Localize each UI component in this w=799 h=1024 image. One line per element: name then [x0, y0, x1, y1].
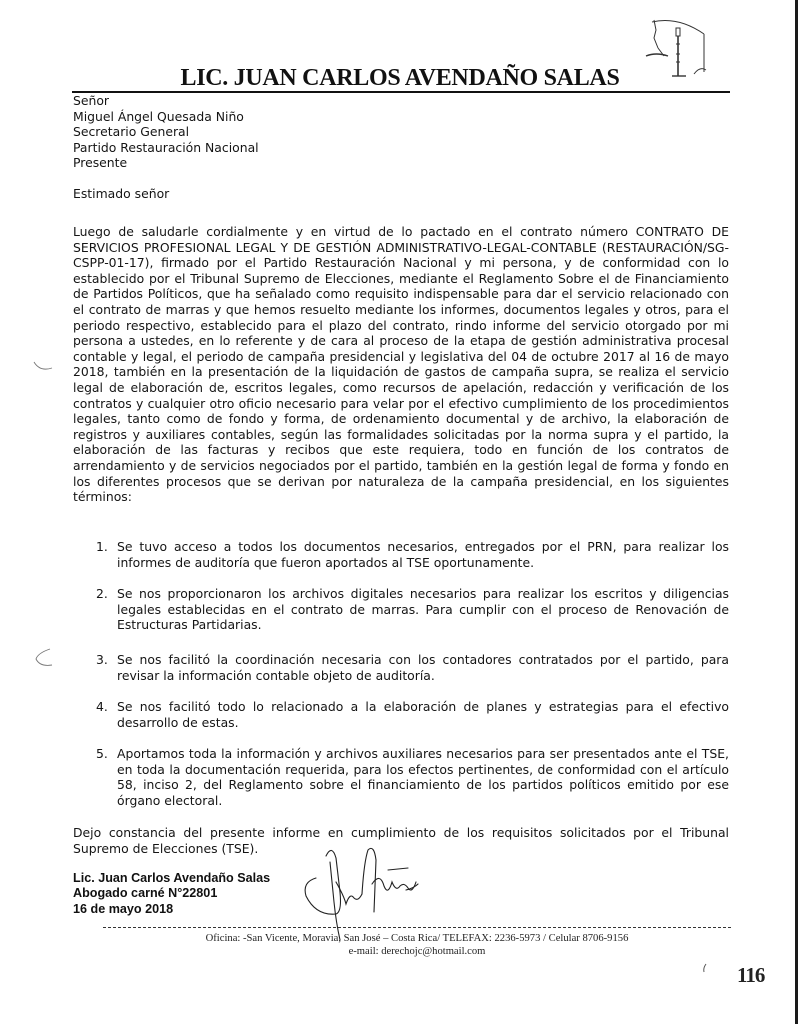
recipient-name: Miguel Ángel Quesada Niño — [73, 108, 244, 124]
term-number: 4. — [96, 699, 108, 714]
term-text: Se nos facilitó todo lo relacionado a la elaboración de planes y estrategias para el efectivo desarrollo de estas. — [117, 699, 729, 730]
footer-address: Oficina: -San Vicente, Moravia, San José – Costa Rica/ TELEFAX: 2236-5973 / Celular 8706-9156 — [205, 933, 629, 944]
scan-edge-border — [795, 0, 798, 1024]
recipient-address — [73, 93, 259, 171]
term-item — [96, 699, 729, 730]
signer-name: Lic. Juan Carlos Avendaño Salas — [73, 871, 271, 885]
term-number: 5. — [96, 746, 108, 761]
letterhead-title: LIC. JUAN CARLOS AVENDAÑO SALAS — [180, 65, 620, 91]
term-number: 1. — [96, 539, 108, 554]
punch-hole-mark-icon — [30, 645, 58, 671]
punch-hole-mark-icon — [30, 358, 58, 378]
signature-block — [73, 871, 270, 917]
recipient-position: Secretario General — [73, 124, 190, 140]
term-item — [96, 652, 729, 683]
scan-speck-icon — [700, 962, 710, 976]
salutation: Estimado señor — [73, 186, 170, 201]
term-text: Aportamos toda la información y archivos auxiliares necesarios para ser presentados ante el TSE, en toda la documentación requerida, para los efectos pertinentes, de conformidad con el artículo 58, inciso 2, del Reglamento sobre el financiamiento de los partidos políticos emitido por ese órgano electoral. — [117, 746, 729, 808]
term-item — [96, 746, 729, 808]
term-number: 3. — [96, 652, 108, 667]
page-number: 116 — [737, 963, 765, 987]
footer-contact — [103, 933, 731, 958]
closing-statement: Dejo constancia del presente informe en cumplimiento de los requisitos solicitados por el Tribunal Supremo de Elecciones (TSE). — [73, 825, 729, 856]
signature-date: 16 de mayo 2018 — [73, 901, 174, 916]
body-paragraph: Luego de saludarle cordialmente y en virtud de lo pactado en el contrato número CONTRATO DE SERVICIOS PROFESIONAL LEGAL Y DE GESTIÓN ADMINISTRATIVO-LEGAL-CONTABLE (RESTAURACIÓN/SG-CSPP-01-17), firmado por el Partido Restauración Nacional y mi persona, y de conformidad con lo establecido por el Tribunal Supremo de Elecciones, mediante el Reglamento Sobre el de Financiamiento de Partidos Políticos, que ha señalado como requisito indispensable para dar el servicio relacionado con el contrato de marras y que hemos resuelto mediante los informes, documentos legales y otros, para el periodo respectivo, establecido para el plazo del contrato, rindo informe del servicio otorgado por mi persona a ustedes, en lo referente y de cara al proceso de la etapa de gestión administrativa procesal contable y legal, el periodo de campaña presidencial y legislativa del 04 de octubre 2017 al 16 de mayo 2018, también en la presentación de la liquidación de gastos de campaña supra, se realiza el servicio legal de elaboración de, escritos legales, como recursos de apelación, redacción y verificación de los contratos y cualquier otro oficio necesario para velar por el efectivo cumplimiento de los procedimientos legales, tanto como de fondo y forma, de ordenamiento documental y de archivo, la elaboración de registros y auxiliares contables, según las formalidades solicitadas por la norma supra y el partido, la elaboración de las facturas y recibos que este requiera, todo en función de los contratos de arrendamiento y de servicios negociados por el partido, también en la gestión legal de forma y fondo en los diferentes procesos que se derivan por naturaleza de la campaña presidencial, en los siguientes términos: — [73, 224, 729, 505]
signer-credential: Abogado carné N°22801 — [73, 886, 218, 901]
term-number: 2. — [96, 586, 108, 601]
term-text: Se nos facilitó la coordinación necesaria con los contadores contratados por el partido, para revisar la información contable objeto de auditoría. — [117, 652, 729, 683]
recipient-salutation-title: Señor — [73, 93, 110, 108]
term-item — [96, 586, 729, 633]
recipient-presente: Presente — [73, 155, 128, 171]
footer-email: e-mail: derechojc@hotmail.com — [348, 945, 486, 957]
recipient-organization: Partido Restauración Nacional — [73, 139, 259, 155]
term-text: Se tuvo acceso a todos los documentos necesarios, entregados por el PRN, para realizar los informes de auditoría que fueron aportados al TSE oportunamente. — [117, 539, 729, 570]
term-item — [96, 539, 729, 570]
term-text: Se nos proporcionaron los archivos digitales necesarios para realizar los escritos y diligencias legales establecidas en el contrato de marras. Para cumplir con el proceso de Renovación de Estructuras Partidarias. — [117, 586, 729, 633]
footer-divider — [103, 927, 731, 928]
